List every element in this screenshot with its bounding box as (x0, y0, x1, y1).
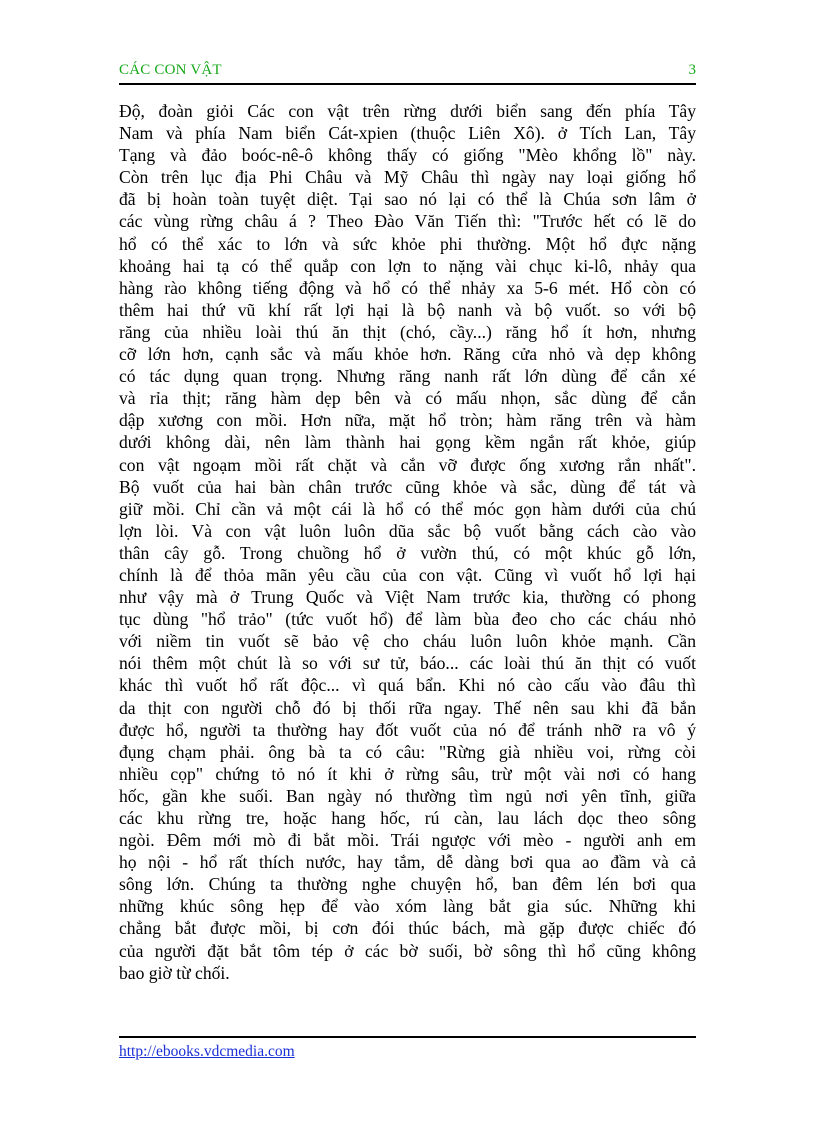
text-line: đụng chạm phải. ông bà ta có câu: "Rừng già nhiều voi, rừng còi (119, 741, 696, 762)
text-line: dập xương con mồi. Hơn nữa, mặt hổ tròn; hàm răng trên và hàm (119, 410, 696, 431)
text-line: các khu rừng tre, hoặc hang hốc, rú càn, lau lách dọc theo sông (119, 808, 696, 828)
text-line: các vùng rừng châu á ? Theo Đào Văn Tiến thì: "Trước hết có lẽ do (119, 211, 696, 232)
text-line: Nam và phía Nam biển Cát-xpien (thuộc Liên Xô). ở Tích Lan, Tây (119, 123, 696, 144)
text-line: cỡ lớn hơn, cạnh sắc và mấu khỏe hơn. Răng cửa nhỏ và dẹp không (119, 344, 696, 365)
text-line: thêm hai thứ vũ khí rất lợi hại là bộ nanh và bộ vuốt. so với bộ (119, 299, 696, 320)
text-line: chính là để thỏa mãn yêu cầu của con vật. Cũng vì vuốt hổ lợi hại (119, 564, 696, 585)
text-line: giữ mồi. Chỉ cần vả một cái là hổ có thể móc gọn hàm dưới của chú (119, 498, 696, 519)
text-line: và rỉa thịt; răng hàm dẹp bên và có mấu nhọn, sắc dùng để cắn (119, 388, 696, 409)
text-line: con vật ngoạm mồi rất chặt và cắn vỡ được ống xương rắn nhất". (119, 454, 696, 475)
text-line: hổ có thể xác to lớn và sức khỏe phi thường. Một hổ đực nặng (119, 233, 696, 254)
text-line: có tác dụng quan trọng. Nhưng răng nanh rất lớn dùng để cắn xé (119, 366, 696, 387)
text-line: như vậy mà ở Trung Quốc và Việt Nam trước kia, thường có phong (119, 587, 696, 608)
text-line: họ nội - hổ rất thích nước, hay tắm, dễ dàng bơi qua ao đầm và cả (119, 852, 696, 873)
text-line: nhiều cọp" chứng tỏ nó ít khi ở rừng sâu, trừ một vài nơi có hang (119, 763, 696, 784)
text-line: thân cây gỗ. Trong chuồng hổ ở vườn thú, có một khúc gỗ lớn, (119, 542, 696, 563)
text-line: ngòi. Đêm mới mò đi bắt mồi. Trái ngược với mèo - người anh em (119, 830, 696, 851)
page-number: 3 (688, 62, 696, 78)
text-line: hàng rào không tiếng động và hổ có thể nhảy xa 5-6 mét. Hổ còn có (119, 277, 696, 298)
text-line: dưới không dài, nên làm thành hai gọng kềm ngắn rất khỏe, giúp (119, 432, 696, 453)
footer-link[interactable]: http://ebooks.vdcmedia.com (119, 1043, 295, 1060)
text-line: bao giờ từ chối. (119, 962, 230, 983)
text-line: với niềm tin vuốt sẽ bảo vệ cho cháu luôn luôn khỏe mạnh. Cần (119, 631, 696, 652)
text-line: tục dùng "hổ trảo" (tức vuốt hổ) để làm bùa đeo cho các cháu nhỏ (119, 609, 696, 630)
text-line: Bộ vuốt của hai bàn chân trước cũng khỏe và sắc, dùng để tát và (119, 476, 696, 497)
running-title: CÁC CON VẬT (119, 62, 222, 78)
footer-divider (119, 1036, 696, 1038)
text-line: hốc, gần khe suối. Ban ngày nó thường tìm ngủ nơi yên tĩnh, giữa (119, 785, 696, 806)
text-line: chẳng bắt được mồi, bị cơn đói thúc bách, mà gặp được chiếc đó (119, 918, 696, 939)
text-line: sông lớn. Chúng ta thường nghe chuyện hổ, ban đêm lén bơi qua (119, 874, 696, 895)
text-line: của người đặt bắt tôm tép ở các bờ suối, bờ sông thì hổ cũng không (119, 940, 696, 961)
text-line: khác thì vuốt hổ rất độc... vì quá bẩn. Khi nó cào cấu vào đâu thì (119, 675, 696, 696)
text-line: đã bị hoàn toàn tuyệt diệt. Tại sao nó lại có thể là Chúa sơn lâm ở (119, 189, 696, 210)
text-line: được hổ, người ta thường hay đốt vuốt của nó để tránh nhỡ ra vô ý (119, 719, 696, 740)
text-line: những khúc sông hẹp để vào xóm làng bắt gia súc. Những khi (119, 896, 696, 917)
text-line: lợn lòi. Và con vật luôn luôn dũa sắc bộ vuốt bằng cách cào vào (119, 520, 696, 541)
text-line: Tạng và đảo boóc-nê-ô không thấy có giống "Mèo khổng lồ" này. (119, 145, 696, 166)
text-line: Độ, đoàn giỏi Các con vật trên rừng dưới biển sang đến phía Tây (119, 101, 696, 121)
text-line: Còn trên lục địa Phi Châu và Mỹ Châu thì ngày nay loại giống hổ (119, 167, 696, 188)
text-line: răng của nhiều loài thú ăn thịt (chó, cầy...) răng hổ ít hơn, nhưng (119, 321, 696, 342)
text-line: nói thêm một chút là so với sư tử, báo... các loài thú ăn thịt có vuốt (119, 653, 696, 674)
text-line: da thịt con người chỗ đó bị thối rữa ngay. Thế nên sau khi đã bắn (119, 697, 696, 718)
text-line: khoảng hai tạ có thể quắp con lợn to nặng vài chục ki-lô, nhảy qua (119, 255, 696, 276)
body-paragraph (119, 100, 696, 984)
header-divider (119, 83, 696, 85)
